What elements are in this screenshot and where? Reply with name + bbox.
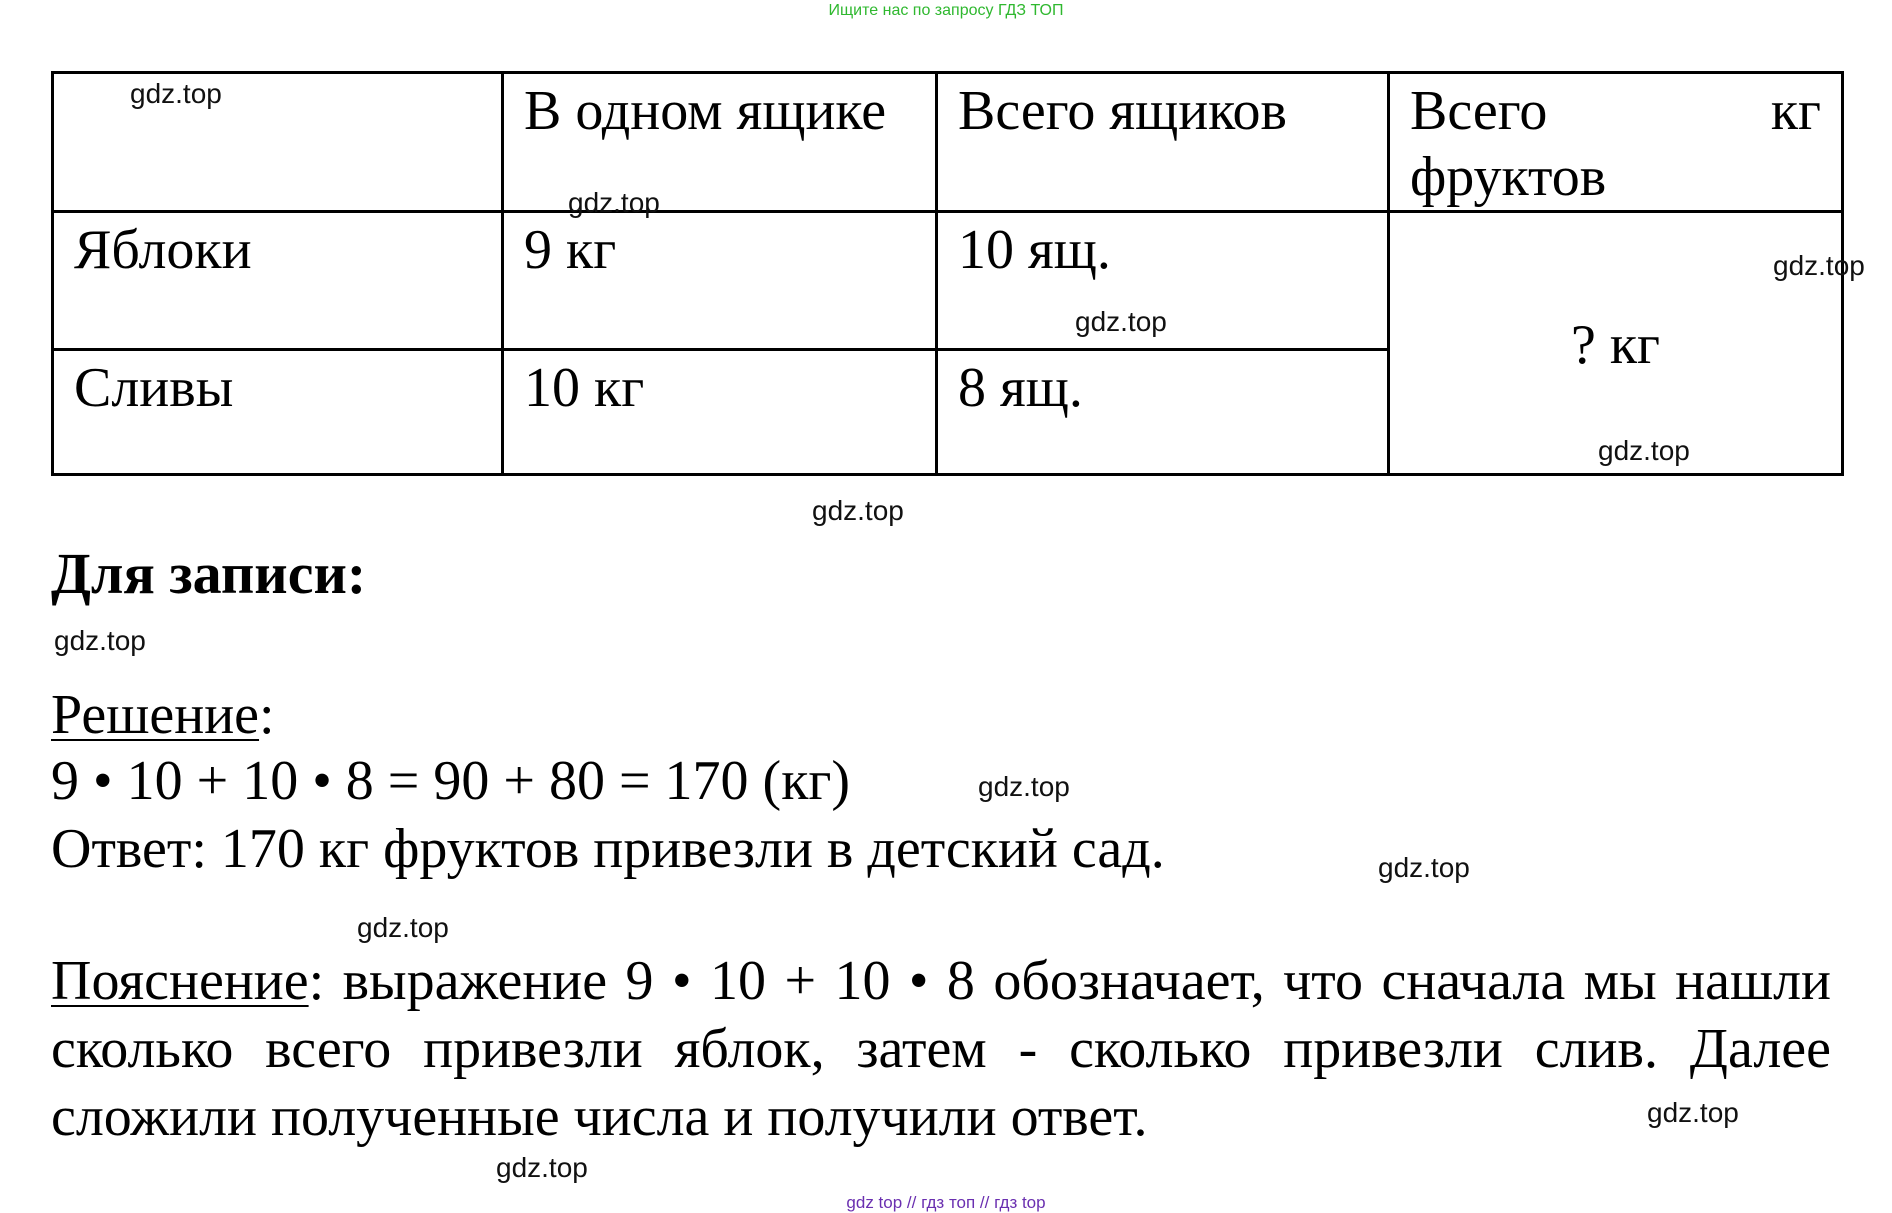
total-value-cell: ? кг bbox=[1389, 212, 1843, 475]
header-per-box: В одном ящике bbox=[503, 73, 937, 212]
solution-colon: : bbox=[259, 684, 275, 746]
watermark: gdz.top bbox=[496, 1152, 588, 1183]
watermark: gdz.top bbox=[812, 495, 904, 526]
header-total-unit: кг bbox=[1770, 80, 1821, 142]
header-boxes: Всего ящиков bbox=[937, 73, 1389, 212]
header-total bbox=[1389, 73, 1843, 212]
watermark: gdz.top bbox=[978, 771, 1070, 802]
footer-links[interactable]: gdz top // гдз топ // гдз top bbox=[846, 1193, 1046, 1212]
watermark: gdz.top bbox=[1647, 1097, 1739, 1128]
answer-line: Ответ: 170 кг фруктов привезли в детский сад. bbox=[51, 818, 1165, 880]
row-apples-name: Яблоки bbox=[53, 212, 503, 350]
header-total-word: Всего bbox=[1410, 80, 1548, 142]
watermark: gdz.top bbox=[357, 912, 449, 943]
watermark: gdz.top bbox=[1598, 435, 1690, 466]
solution-heading bbox=[51, 682, 275, 748]
fruit-table bbox=[51, 71, 1844, 476]
explanation-text: : выражение 9 • 10 + 10 • 8 обозначает, что сначала мы нашли сколько всего привезли яблок, затем - сколько привезли слив. Далее сложили полученные числа и получили ответ. bbox=[51, 950, 1831, 1148]
row-apples-per-box: 9 кг bbox=[503, 212, 937, 350]
watermark: gdz.top bbox=[568, 187, 660, 218]
row-apples-boxes: 10 ящ. bbox=[937, 212, 1389, 350]
row-plums-per-box: 10 кг bbox=[503, 350, 937, 475]
explanation-label: Пояснение bbox=[51, 950, 309, 1012]
top-banner[interactable]: Ищите нас по запросу ГДЗ ТОП bbox=[828, 2, 1064, 19]
row-plums-boxes: 8 ящ. bbox=[937, 350, 1389, 475]
watermark: gdz.top bbox=[1075, 306, 1167, 337]
table-header-row bbox=[53, 73, 1843, 212]
header-total-fruits: фруктов bbox=[1410, 146, 1607, 208]
watermark: gdz.top bbox=[130, 78, 222, 109]
header-empty-cell bbox=[53, 73, 503, 212]
explanation-paragraph bbox=[51, 947, 1831, 1151]
solution-label: Решение bbox=[51, 684, 260, 746]
row-plums-name: Сливы bbox=[53, 350, 503, 475]
watermark: gdz.top bbox=[1378, 852, 1470, 883]
equation-line: 9 • 10 + 10 • 8 = 90 + 80 = 170 (кг) bbox=[51, 750, 851, 812]
watermark: gdz.top bbox=[1773, 250, 1865, 281]
table-row bbox=[53, 212, 1843, 350]
section-heading: Для записи: bbox=[51, 541, 367, 606]
watermark: gdz.top bbox=[54, 625, 146, 656]
